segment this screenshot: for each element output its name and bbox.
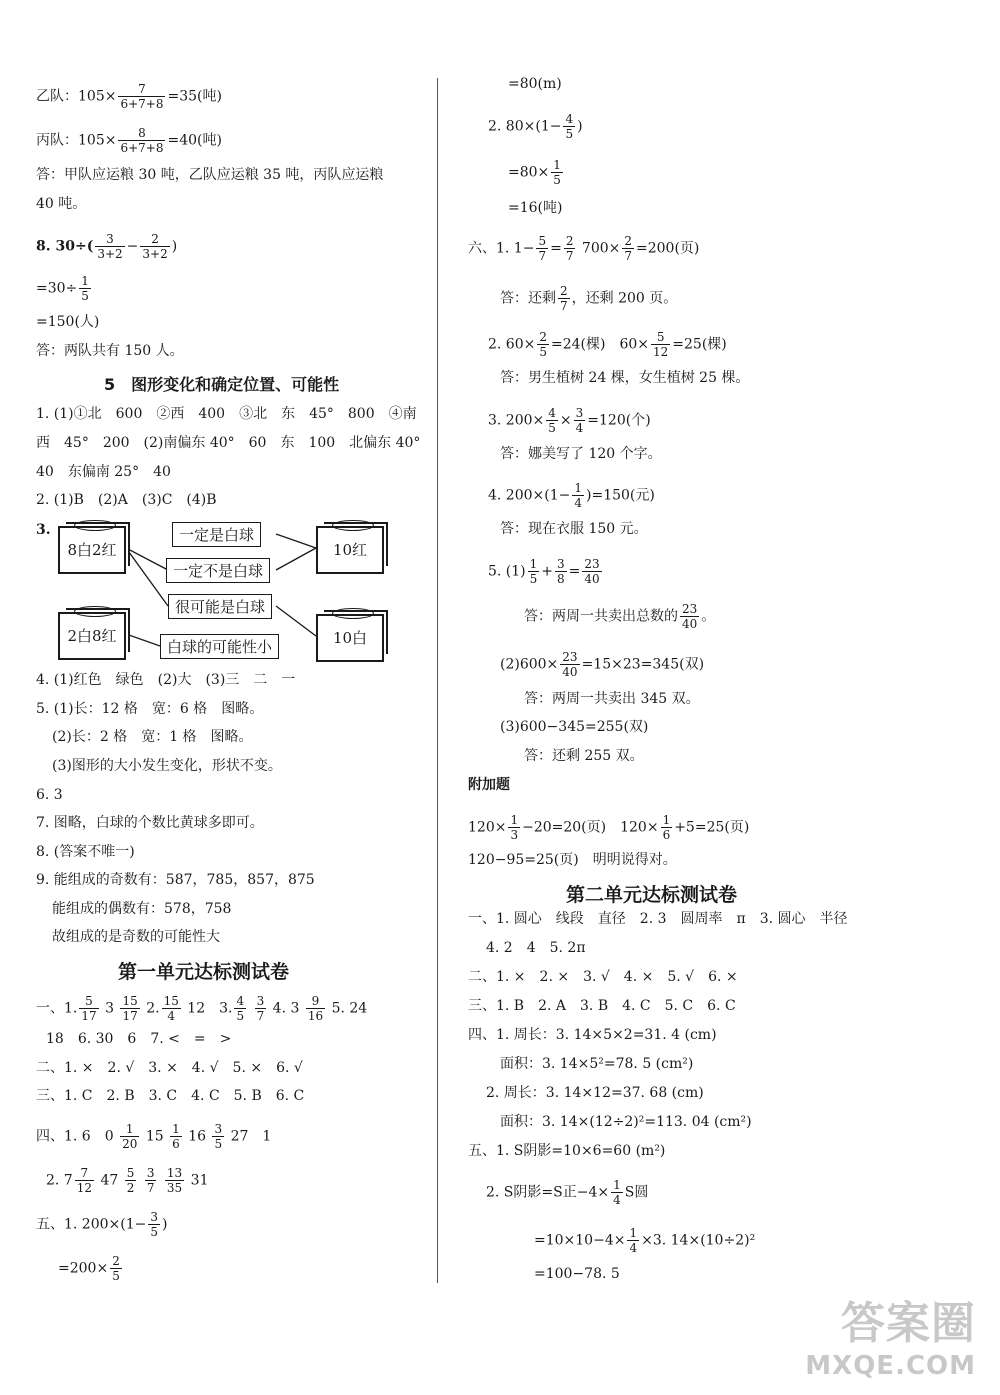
label-white-unlikely: 白球的可能性小 [160, 634, 279, 659]
q8-line: 8. 30÷( $\frac{3}{3+2}$ − $\frac{2}{3+2}$ ) [36, 232, 178, 261]
answer-line: 2. (1)B (2)A (3)C (4)B [36, 492, 217, 508]
answer-text: 答：还剩 255 双。 [524, 748, 644, 764]
answer-text: 答：甲队应运粮 30 吨，乙队应运粮 35 吨，丙队应运粮 [36, 167, 384, 183]
calc-line: 4. 200×(1− $\frac{1}{4}$ )=150(元) [488, 481, 655, 510]
answer-line: 8. (答案不唯一) [36, 844, 135, 860]
section-heading: 5 图形变化和确定位置、可能性 [104, 375, 340, 394]
answer-line: 1. (1)①北 600 ②西 400 ③北 东 45° 800 ④南 [36, 406, 417, 422]
u2-line: 三、1. B 2. A 3. B 4. C 5. C 6. C [468, 998, 736, 1014]
q8-step: =150(人) [36, 314, 100, 330]
calc-line: 120× $\frac{1}{3}$ −20=20(页) 120× $\frac{1}{6}$ +5=25(页) [468, 813, 750, 842]
answer-line: 40 东偏南 25° 40 [36, 464, 171, 480]
calc-line: 2. 60× $\frac{2}{5}$ =24(棵) 60× $\frac{5}{12}$ =25(棵) [488, 330, 727, 359]
u2-line: 一、1. 圆心 线段 直径 2. 3 圆周率 π 3. 圆心 半径 [468, 911, 848, 927]
box-8white-2red: 8白2红 [58, 526, 126, 574]
box-opening-icon [74, 606, 116, 617]
u2-line: 4. 2 4 5. 2π [486, 940, 586, 956]
bing-calc: 丙队：105× $\frac{8}{6+7+8}$ =40(吨) [36, 126, 222, 155]
answer-line: 6. 3 [36, 787, 63, 803]
answer-line: 7. 图略，白球的个数比黄球多即可。 [36, 815, 264, 831]
calc-line: 3. 200× $\frac{4}{5}$ × $\frac{3}{4}$ =120(个) [488, 406, 651, 435]
box-10white: 10白 [316, 614, 384, 662]
answer-text: 答：男生植树 24 棵，女生植树 25 棵。 [500, 370, 750, 386]
u2-line: 2. 周长：3. 14×12=37. 68 (cm) [486, 1085, 704, 1101]
calc-line: (2)600× $\frac{23}{40}$ =15×23=345(双) [500, 650, 705, 679]
box-2white-8red: 2白8红 [58, 612, 126, 660]
u1-line: =200× $\frac{2}{5}$ [58, 1254, 120, 1283]
box-opening-icon [74, 520, 116, 531]
answer-line: 3. [36, 522, 51, 538]
box-opening-icon [332, 520, 374, 531]
label-certain-white: 一定是白球 [172, 522, 261, 547]
u1-line: 18 6. 30 6 7. < = > [46, 1031, 232, 1047]
u2-line: 二、1. × 2. × 3. √ 4. × 5. √ 6. × [468, 969, 738, 985]
calc-line: =16(吨) [508, 200, 563, 216]
u2-line: =100−78. 5 [534, 1266, 620, 1282]
answer-text: 答：两队共有 150 人。 [36, 343, 184, 359]
calc-line: 5. (1) $\frac{1}{5}$ + $\frac{3}{8}$ = $\frac{23}{40}$ [488, 557, 600, 586]
u2-line: =10×10−4× $\frac{1}{4}$ ×3. 14×(10÷2)² [534, 1226, 756, 1255]
u2-line: 四、1. 周长：3. 14×5×2=31. 4 (cm) [468, 1027, 717, 1043]
answer-text: 答：娜美写了 120 个字。 [500, 446, 662, 462]
calc-line: 2. 80×(1− $\frac{4}{5}$ ) [488, 112, 583, 141]
answer-line: 故组成的是奇数的可能性大 [52, 929, 220, 945]
label-certain-not-white: 一定不是白球 [166, 558, 270, 583]
label-likely-white: 很可能是白球 [168, 594, 272, 619]
answer-line: 9. 能组成的奇数有：587，785，857，875 [36, 872, 315, 888]
answer-line: 4. (1)红色 绿色 (2)大 (3)三 二 一 [36, 672, 296, 688]
calc-line: 120−95=25(页) 明明说得对。 [468, 852, 677, 868]
unit-one-title: 第一单元达标测试卷 [118, 961, 290, 983]
u2-line: 面积：3. 14×(12÷2)²=113. 04 (cm²) [500, 1114, 752, 1130]
u1-line: 二、1. × 2. √ 3. × 4. √ 5. × 6. √ [36, 1060, 303, 1076]
u2-line: 面积：3. 14×5²=78. 5 (cm²) [500, 1056, 694, 1072]
answer-line: 5. (1)长：12 格 宽：6 格 图略。 [36, 701, 264, 717]
u2-line: 2. S阴影=S正−4× $\frac{1}{4}$ S圆 [486, 1178, 649, 1207]
box-10red: 10红 [316, 526, 384, 574]
answer-text: 答：还剩 $\frac{2}{7}$ ，还剩 200 页。 [500, 284, 678, 313]
answer-text: 答：两周一共卖出 345 双。 [524, 691, 700, 707]
u1-line: 四、1. 6 0 $\frac{1}{20}$ 15 $\frac{1}{6}$ 16 $\frac{3}{5}$ 27 1 [36, 1122, 272, 1151]
calc-line: =80× $\frac{1}{5}$ [508, 158, 561, 187]
column-divider [437, 78, 438, 1283]
answer-line: (3)图形的大小发生变化，形状不变。 [52, 758, 282, 774]
yi-calc: 乙队：105× $\frac{7}{6+7+8}$ =35(吨) [36, 82, 222, 111]
answer-line: 能组成的偶数有：578，758 [52, 901, 232, 917]
u1-line: 一、1. $\frac{5}{17}$ 3 $\frac{15}{17}$ 2. $\frac{15}{4}$ 12 3. $\frac{4}{5}$ $\frac{3}{7}$ 4. 3 $\frac{9}{16}$ 5. 24 [36, 994, 368, 1023]
answer-line: 西 45° 200 (2)南偏东 40° 60 东 100 北偏东 40° [36, 435, 421, 451]
calc-line: =80(m) [508, 76, 562, 92]
u1-line: 2. 7 $\frac{7}{12}$ 47 $\frac{5}{2}$ $\frac{3}{7}$ $\frac{13}{35}$ 31 [46, 1166, 209, 1195]
u1-line: 三、1. C 2. B 3. C 4. C 5. B 6. C [36, 1088, 305, 1104]
q8-step: =30÷ $\frac{1}{5}$ [36, 274, 89, 303]
answer-text: 答：两周一共卖出总数的 $\frac{23}{40}$ 。 [524, 602, 716, 631]
u2-line: 五、1. S阴影=10×6=60 (m²) [468, 1143, 666, 1159]
answer-line: (2)长：2 格 宽：1 格 图略。 [52, 729, 253, 745]
u1-line: 五、1. 200×(1− $\frac{3}{5}$ ) [36, 1210, 168, 1239]
calc-line: (3)600−345=255(双) [500, 719, 649, 735]
answer-text: 答：现在衣服 150 元。 [500, 521, 648, 537]
unit-two-title: 第二单元达标测试卷 [566, 884, 738, 906]
extra-section-label: 附加题 [468, 777, 510, 793]
site-watermark-logo: 答案圈 MXQE.COM [805, 1298, 976, 1381]
answer-text: 40 吨。 [36, 196, 87, 212]
calc-line: 六、1. 1− $\frac{5}{7}$ = $\frac{2}{7}$ 700× $\frac{2}{7}$ =200(页) [468, 234, 700, 263]
box-opening-icon [332, 608, 374, 619]
